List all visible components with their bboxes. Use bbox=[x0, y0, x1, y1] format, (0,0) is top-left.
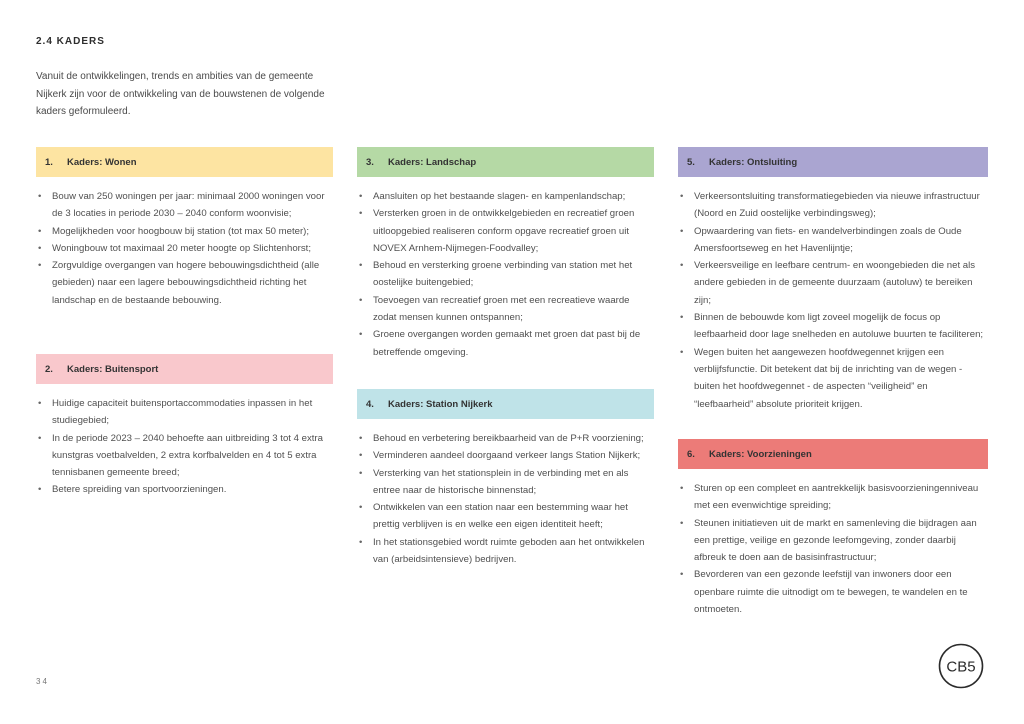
list-item: • Opwaardering van fiets- en wandelverbindingen zoals de Oude Amersfoortseweg en het Havenlijntje; bbox=[678, 223, 988, 258]
section-wonen bbox=[36, 147, 333, 309]
section-title: Kaders: Buitensport bbox=[67, 363, 159, 375]
page-number: 34 bbox=[36, 677, 49, 686]
section-title: Kaders: Station Nijkerk bbox=[388, 398, 493, 410]
intro-paragraph: Vanuit de ontwikkelingen, trends en ambities van de gemeente Nijkerk zijn voor de ontwikkeling van de bouwstenen de volgende kaders geformuleerd. bbox=[36, 71, 325, 117]
list-item: • Mogelijkheden voor hoogbouw bij station (tot max 50 meter); bbox=[36, 223, 333, 240]
list-item: • Steunen initiatieven uit de markt en samenleving die bijdragen aan een prettige, veilige en gezonde leefomgeving, zonder daarbij afbreuk te doen aan de basisinfrastructuur; bbox=[678, 515, 988, 567]
section-number: 2. bbox=[45, 363, 53, 375]
bullet-list bbox=[357, 430, 654, 568]
list-item: • Huidige capaciteit buitensportaccommodaties inpassen in het studiegebied; bbox=[36, 395, 333, 430]
section-landschap bbox=[357, 147, 654, 361]
section-title: Kaders: Wonen bbox=[67, 156, 137, 168]
list-item: • Bevorderen van een gezonde leefstijl van inwoners door een openbare ruimte die uitnodigt om te bewegen, te wandelen en te ontmoeten. bbox=[678, 566, 988, 618]
list-item: • Zorgvuldige overgangen van hogere bebouwingsdichtheid (alle gebieden) naar een lagere bebouwingsdichtheid richting het landschap en de bestaande bebouwing. bbox=[36, 257, 333, 309]
section-header bbox=[36, 354, 333, 384]
section-header bbox=[678, 147, 988, 177]
section-title: Kaders: Landschap bbox=[388, 156, 477, 168]
section-station bbox=[357, 389, 654, 568]
section-header bbox=[36, 147, 333, 177]
section-header bbox=[357, 147, 654, 177]
section-number: 1. bbox=[45, 156, 53, 168]
bullet-list bbox=[678, 480, 988, 618]
section-voorzieningen bbox=[678, 439, 988, 618]
list-item: • Behoud en versterking groene verbinding van station met het oostelijke buitengebied; bbox=[357, 257, 654, 292]
list-item: • Bouw van 250 woningen per jaar: minimaal 2000 woningen voor de 3 locaties in periode 2030 – 2040 conform woonvisie; bbox=[36, 188, 333, 223]
cb5-logo bbox=[938, 643, 984, 689]
list-item: • In het stationsgebied wordt ruimte geboden aan het ontwikkelen van (arbeidsintensieve) bedrijven. bbox=[357, 534, 654, 569]
list-item: • Sturen op een compleet en aantrekkelijk basisvoorzieningenniveau met een evenwichtige spreiding; bbox=[678, 480, 988, 515]
section-ontsluiting bbox=[678, 147, 988, 413]
page-heading: 2.4 KADERS bbox=[36, 36, 105, 47]
list-item: • Versterking van het stationsplein in de verbinding met en als entree naar de historische binnenstad; bbox=[357, 465, 654, 500]
section-title: Kaders: Ontsluiting bbox=[709, 156, 798, 168]
list-item: • Aansluiten op het bestaande slagen- en kampenlandschap; bbox=[357, 188, 654, 205]
section-buitensport bbox=[36, 354, 333, 499]
list-item: • Behoud en verbetering bereikbaarheid van de P+R voorziening; bbox=[357, 430, 654, 447]
list-item: • Binnen de bebouwde kom ligt zoveel mogelijk de focus op leefbaarheid door lage snelheden en autoluwe buurten te faciliteren; bbox=[678, 309, 988, 344]
section-header bbox=[357, 389, 654, 419]
bullet-list bbox=[36, 395, 333, 499]
section-number: 4. bbox=[366, 398, 374, 410]
section-header bbox=[678, 439, 988, 469]
list-item: • Wegen buiten het aangewezen hoofdwegennet krijgen een verblijfsfunctie. Dit betekent dat bij de inrichting van de wegen - buiten het hoofdwegennet - de aspecten “veiligheid” en “leefbaarheid” absolute prioriteit krijgen. bbox=[678, 344, 988, 413]
bullet-list bbox=[36, 188, 333, 309]
list-item: • Verkeersontsluiting transformatiegebieden via nieuwe infrastructuur (Noord en Zuid oostelijke verbindingsweg); bbox=[678, 188, 988, 223]
section-number: 3. bbox=[366, 156, 374, 168]
section-number: 6. bbox=[687, 448, 695, 460]
section-number: 5. bbox=[687, 156, 695, 168]
list-item: • Woningbouw tot maximaal 20 meter hoogte op Slichtenhorst; bbox=[36, 240, 333, 257]
bullet-list bbox=[357, 188, 654, 361]
list-item: • Ontwikkelen van een station naar een bestemming waar het prettig verblijven is en welke een eigen identiteit heeft; bbox=[357, 499, 654, 534]
section-title: Kaders: Voorzieningen bbox=[709, 448, 812, 460]
list-item: • Toevoegen van recreatief groen met een recreatieve waarde zodat mensen kunnen ontspannen; bbox=[357, 292, 654, 327]
bullet-list bbox=[678, 188, 988, 413]
list-item: • Groene overgangen worden gemaakt met groen dat past bij de betreffende omgeving. bbox=[357, 326, 654, 361]
list-item: • Versterken groen in de ontwikkelgebieden en recreatief groen uitloopgebied realiseren conform opgave recreatief groen uit NOVEX Arnhem-Nijmegen-Foodvalley; bbox=[357, 205, 654, 257]
logo-text: CB5 bbox=[946, 658, 976, 676]
list-item: • Verminderen aandeel doorgaand verkeer langs Station Nijkerk; bbox=[357, 447, 654, 464]
list-item: • Betere spreiding van sportvoorzieningen. bbox=[36, 481, 333, 498]
list-item: • In de periode 2023 – 2040 behoefte aan uitbreiding 3 tot 4 extra kunstgras voetbalvelden, 2 extra korfbalvelden en 4 tot 5 extra tennisbanen gemeente breed; bbox=[36, 430, 333, 482]
list-item: • Verkeersveilige en leefbare centrum- en woongebieden die net als andere gebieden in de gemeente duurzaam (autoluw) te bereiken zijn; bbox=[678, 257, 988, 309]
